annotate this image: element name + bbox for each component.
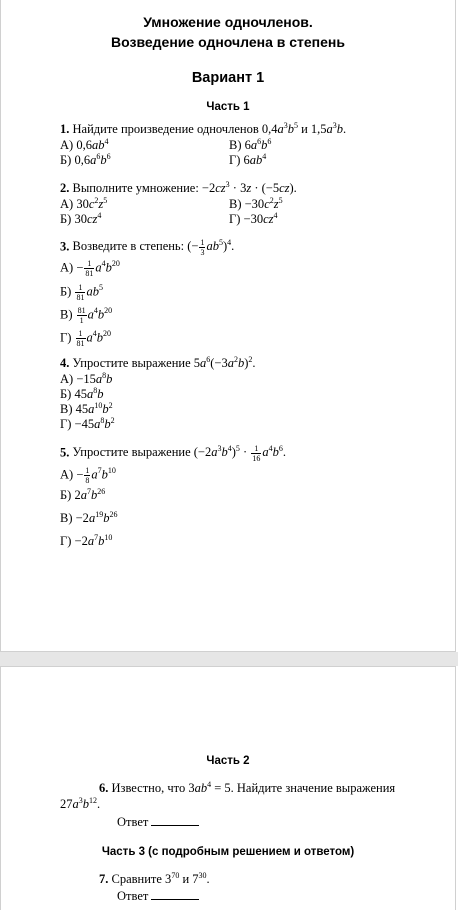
question-6-answer (117, 814, 199, 830)
question-7 (99, 872, 210, 887)
question-6-expression: $27a^3b^{12}$. (60, 795, 101, 811)
question-7-number: 7. (99, 872, 109, 886)
question-5-text: Упростите выражение $(-2a^3b^4)^5$ · $\frac{1}{16}$ $a^4b^6$. (72, 444, 286, 463)
q2-option-v: $В) -30c^2z^5$ (229, 195, 283, 211)
q2-option-g: $Г) -30cz^4$ (229, 210, 278, 226)
question-2 (60, 181, 297, 196)
q4-option-a: $А) -15a^8b$ (60, 370, 113, 386)
question-1 (60, 122, 346, 137)
question-5 (60, 444, 286, 463)
q5-option-a: А) − $\frac{1}{8}$ $a^7b^{10}$ (60, 466, 116, 485)
q4-option-b: Б) $45a^8b$ (60, 385, 104, 401)
question-7-answer-label: Ответ (117, 889, 149, 903)
question-2-number: 2. (60, 181, 70, 195)
q2-option-b: Б) $30cz^4$ (60, 210, 102, 226)
question-7-answer-blank[interactable] (151, 888, 199, 900)
part3-heading: Часть 3 (с подробным решением и ответом) (101, 846, 355, 858)
question-3 (60, 238, 234, 257)
part1-heading: Часть 1 (206, 101, 250, 113)
question-6-answer-label: Ответ (117, 815, 149, 829)
q3-option-v: В) $\frac{81}{1}$ $a^4b^{20}$ (60, 306, 113, 325)
question-1-number: 1. (60, 122, 70, 136)
question-4 (60, 356, 256, 371)
question-2-text: Выполните умножение: $-2cz^3 \cdot 3z \cdot (-5cz)$. (72, 179, 297, 195)
question-5-number: 5. (60, 445, 70, 460)
q1-option-g: Г) $6ab^4$ (229, 151, 267, 167)
q4-option-v: В) $45a^{10}b^2$ (60, 400, 113, 416)
q5-option-g: $Г) -2a^7b^{10}$ (60, 532, 113, 548)
question-7-text: Сравните $3^{70}$ и $7^{30}$. (111, 870, 210, 886)
q1-option-b: Б) $0,6a^6b^6$ (60, 151, 111, 167)
q5-option-b: Б) $2a^7b^{26}$ (60, 486, 106, 502)
question-6-number: 6. (99, 781, 109, 795)
q1-option-a: А) $0,6ab^4$ (60, 136, 109, 152)
q4-option-g: $Г) -45a^8b^2$ (60, 415, 115, 431)
worksheet-title-line1: Умножение одночленов. (143, 14, 313, 30)
q2-option-a: А) $30c^2z^5$ (60, 195, 108, 211)
question-4-text: Упростите выражение $5a^6(-3a^2b)^2$. (72, 354, 256, 370)
question-7-answer (117, 888, 199, 904)
question-6-text: Известно, что $3ab^4 = 5$. Найдите значение выражения (111, 779, 396, 795)
variant-heading: Вариант 1 (191, 70, 265, 86)
question-1-text: Найдите произведение одночленов $0,4a^3b^5$ и $1,5a^3b$. (72, 120, 347, 136)
question-6 (99, 781, 395, 796)
page-separator (0, 652, 458, 666)
question-3-text: Возведите в степень: (− $\frac{1}{3}$ $ab^5)^4$. (72, 238, 235, 257)
question-4-number: 4. (60, 356, 70, 370)
worksheet-title-line2: Возведение одночлена в степень (111, 34, 345, 50)
q3-option-b: Б) $\frac{1}{81}$ $ab^5$ (60, 283, 103, 302)
part2-heading: Часть 2 (206, 755, 250, 767)
worksheet-page-2 (0, 666, 456, 910)
q5-option-v: $В) -2a^{19}b^{26}$ (60, 509, 118, 525)
question-3-number: 3. (60, 239, 70, 254)
q1-option-v: В) $6a^6b^6$ (229, 136, 272, 152)
question-6-answer-blank[interactable] (151, 814, 199, 826)
q3-option-a: А) − $\frac{1}{81}$ $a^4b^{20}$ (60, 259, 120, 278)
q3-option-g: Г) $\frac{1}{81}$ $a^4b^{20}$ (60, 329, 112, 348)
